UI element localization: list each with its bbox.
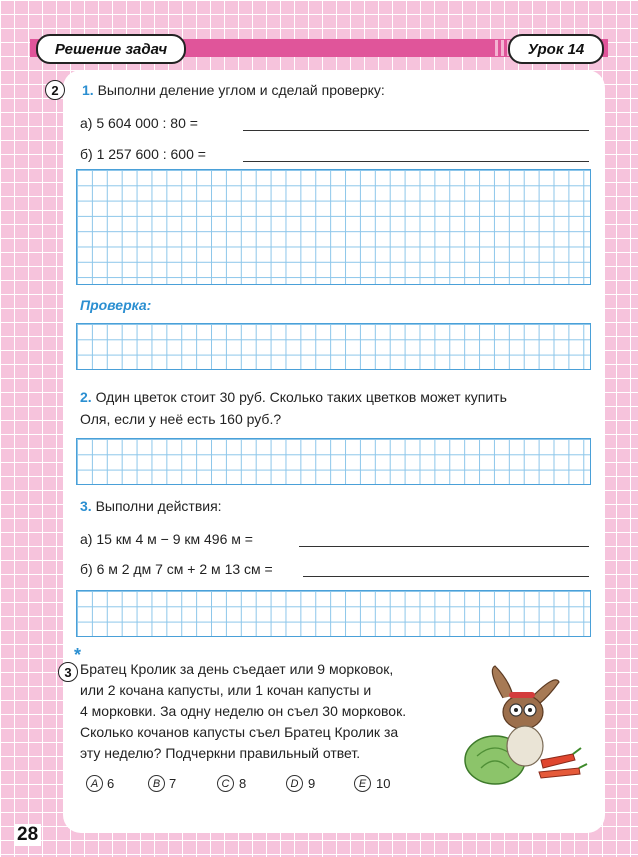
task-number-2: 2 bbox=[45, 80, 65, 100]
check-grid[interactable] bbox=[76, 323, 591, 370]
exercise-3-heading bbox=[80, 498, 222, 514]
rabbit-illustration bbox=[455, 660, 595, 790]
option-e-circle[interactable]: Е bbox=[354, 775, 371, 792]
check-label: Проверка: bbox=[80, 297, 152, 313]
task-3-line-2: или 2 кочана капусты, или 1 кочан капусты и bbox=[80, 682, 372, 698]
option-c-circle[interactable]: С bbox=[217, 775, 234, 792]
task-3-line-4: Сколько кочанов капусты съел Братец Кролик за bbox=[80, 724, 399, 740]
lesson-label: Урок 14 bbox=[508, 34, 604, 64]
option-d-value[interactable]: 9 bbox=[308, 776, 316, 791]
exercise-2-line-1 bbox=[80, 389, 507, 405]
answer-line-3b[interactable] bbox=[303, 576, 589, 577]
exercise-1b: б) 1 257 600 : 600 = bbox=[80, 146, 206, 162]
section-title: Решение задач bbox=[36, 34, 186, 64]
exercise-1-number: 1. bbox=[82, 82, 94, 98]
solution-grid-2[interactable] bbox=[76, 438, 591, 485]
option-b-value[interactable]: 7 bbox=[169, 776, 177, 791]
solution-grid-3[interactable] bbox=[76, 590, 591, 637]
option-a-circle[interactable]: А bbox=[86, 775, 103, 792]
option-b-circle[interactable]: В bbox=[148, 775, 165, 792]
option-d-circle[interactable]: D bbox=[286, 775, 303, 792]
exercise-1-heading bbox=[82, 82, 385, 98]
exercise-3-title: Выполни действия: bbox=[95, 498, 222, 514]
star-mark: * bbox=[74, 645, 82, 665]
task-3-line-5: эту неделю? Подчеркни правильный ответ. bbox=[80, 745, 361, 761]
exercise-2-line-2: Оля, если у неё есть 160 руб.? bbox=[80, 411, 282, 427]
answer-line-1b[interactable] bbox=[243, 161, 589, 162]
option-a-value[interactable]: 6 bbox=[107, 776, 115, 791]
task-number-3: 3 bbox=[58, 662, 78, 682]
answer-line-3a[interactable] bbox=[299, 546, 589, 547]
exercise-3a: а) 15 км 4 м − 9 км 496 м = bbox=[80, 531, 253, 547]
exercise-1a: а) 5 604 000 : 80 = bbox=[80, 115, 198, 131]
option-e-value[interactable]: 10 bbox=[376, 776, 391, 791]
exercise-3-number: 3. bbox=[80, 498, 92, 514]
exercise-1-title: Выполни деление углом и сделай проверку: bbox=[97, 82, 385, 98]
exercise-2-text-1: Один цветок стоит 30 руб. Сколько таких цветков может купить bbox=[95, 389, 507, 405]
option-c-value[interactable]: 8 bbox=[239, 776, 247, 791]
exercise-2-number: 2. bbox=[80, 389, 92, 405]
exercise-3b: б) 6 м 2 дм 7 см + 2 м 13 см = bbox=[80, 561, 273, 577]
task-3-line-1: Братец Кролик за день съедает или 9 морковок, bbox=[80, 661, 394, 677]
task-3-line-3: 4 морковки. За одну неделю он съел 30 морковок. bbox=[80, 703, 407, 719]
answer-line-1a[interactable] bbox=[243, 130, 589, 131]
page-number: 28 bbox=[14, 824, 41, 846]
calculation-grid-1[interactable] bbox=[76, 169, 591, 285]
